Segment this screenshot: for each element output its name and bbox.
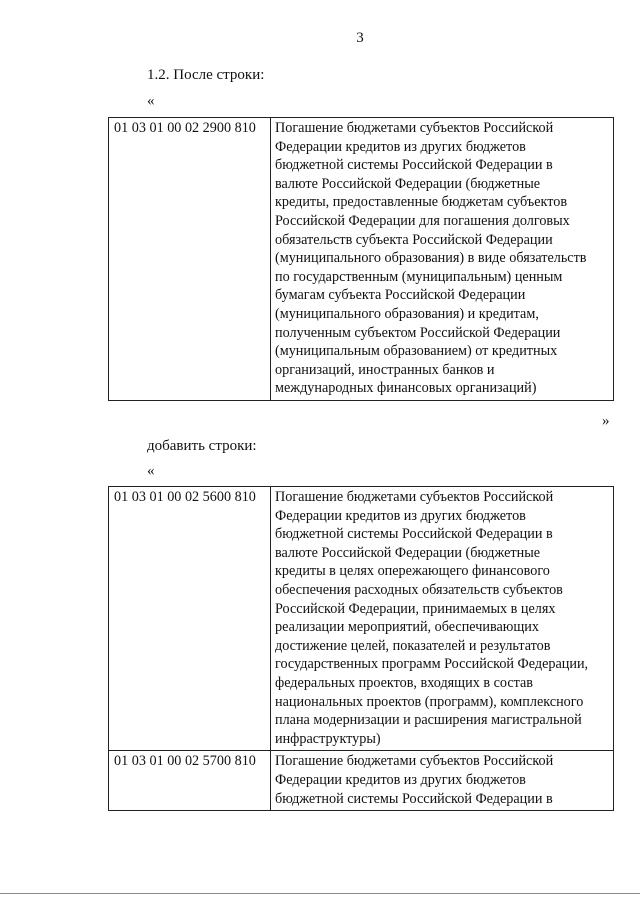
description-line: (муниципальным образованием) от кредитных <box>275 343 558 360</box>
section-1-table <box>108 117 614 401</box>
description-line: достижение целей, показателей и результатов <box>275 637 551 654</box>
description-line: международных финансовых организаций) <box>275 380 537 397</box>
description-line: Федерации кредитов из других бюджетов <box>275 771 526 788</box>
description-line: Федерации кредитов из других бюджетов <box>275 507 526 524</box>
description-line: кредиты в целях опережающего финансового <box>275 563 550 580</box>
description-line: национальных проектов (программ), комплексного <box>275 693 584 710</box>
table-row <box>109 118 614 401</box>
description-line: обеспечения расходных обязательств субъектов <box>275 581 563 598</box>
description-cell <box>271 751 614 811</box>
section-2-heading: добавить строки: <box>147 438 257 454</box>
description-line: валюте Российской Федерации (бюджетные <box>275 175 541 192</box>
description-line: Федерации кредитов из других бюджетов <box>275 138 526 155</box>
description-line: валюте Российской Федерации (бюджетные <box>275 544 541 561</box>
budget-code-cell: 01 03 01 00 02 5600 810 <box>109 487 271 751</box>
description-line: обязательств субъекта Российской Федерации <box>275 231 553 248</box>
table-row <box>109 751 614 811</box>
description-line: бумагам субъекта Российской Федерации <box>275 287 526 304</box>
description-line: федеральных проектов, входящих в состав <box>275 674 533 691</box>
description-line: (муниципального образования) в виде обязательств <box>275 250 587 267</box>
section-1-close-quote: » <box>602 413 610 429</box>
page-bottom-edge <box>0 893 640 894</box>
section-2-open-quote: « <box>147 463 155 479</box>
description-line: бюджетной системы Российской Федерации в <box>275 157 553 174</box>
description-line: Погашение бюджетами субъектов Российской <box>275 120 554 136</box>
section-1-open-quote: « <box>147 93 155 109</box>
description-line: кредиты, предоставленные бюджетам субъектов <box>275 194 568 211</box>
description-line: (муниципального образования) и кредитам, <box>275 305 539 322</box>
description-line: по государственным (муниципальным) ценным <box>275 268 563 285</box>
description-line: инфраструктуры) <box>275 730 381 747</box>
section-2-table <box>108 486 614 811</box>
description-line: государственных программ Российской Федерации, <box>275 656 589 673</box>
description-cell <box>271 487 614 751</box>
description-line: бюджетной системы Российской Федерации в <box>275 526 553 543</box>
section-1-heading: 1.2. После строки: <box>147 67 265 83</box>
description-line: плана модернизации и расширения магистральной <box>275 712 582 729</box>
budget-code-cell: 01 03 01 00 02 2900 810 <box>109 118 271 401</box>
description-line: Российской Федерации для погашения долговых <box>275 212 570 229</box>
table-row <box>109 487 614 751</box>
description-line: Погашение бюджетами субъектов Российской <box>275 753 554 770</box>
description-line: организаций, иностранных банков и <box>275 361 495 378</box>
description-line: бюджетной системы Российской Федерации в <box>275 790 553 807</box>
page-number: 3 <box>356 30 364 46</box>
description-cell <box>271 118 614 401</box>
description-line: Российской Федерации, принимаемых в целях <box>275 600 556 617</box>
budget-code-cell: 01 03 01 00 02 5700 810 <box>109 751 271 811</box>
description-line: реализации мероприятий, обеспечивающих <box>275 619 539 636</box>
description-line: Погашение бюджетами субъектов Российской <box>275 489 554 505</box>
description-line: полученным субъектом Российской Федерации <box>275 324 561 341</box>
